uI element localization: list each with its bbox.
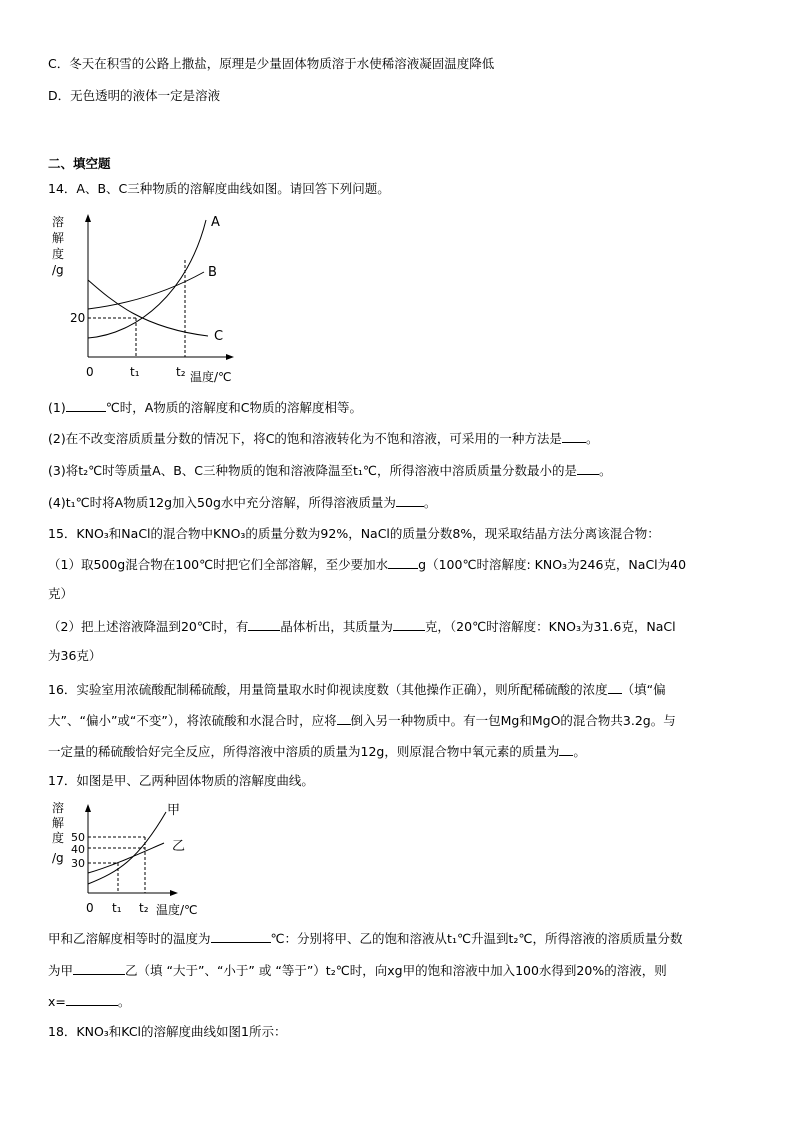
blank[interactable] [559, 743, 573, 756]
tick-t2: t₂ [139, 901, 149, 915]
option-d: D．无色透明的液体一定是溶液 [48, 88, 221, 103]
q17-line1: 甲和乙溶解度相等时的温度为 ℃：分别将甲、乙的饱和溶液从t₁℃升温到t₂℃，所得溶液的溶质质量分数 [48, 931, 683, 946]
blank[interactable] [66, 993, 118, 1006]
y-label-3: 度 [52, 831, 65, 845]
tick-50: 50 [71, 831, 85, 844]
y-axis-arrow [85, 214, 91, 222]
tick-30: 30 [71, 857, 85, 870]
q14-4: (4)t₁℃时将A物质12g加入50g水中充分溶解，所得溶液质量为 。 [48, 495, 437, 510]
blank[interactable] [608, 681, 622, 694]
origin: 0 [86, 901, 94, 915]
curve-c-label: C [214, 329, 224, 344]
x-label: 温度/℃ [156, 903, 198, 917]
origin: 0 [86, 365, 94, 379]
q15-stem: 15．KNO₃和NaCl的混合物中KNO₃的质量分数为92%，NaCl的质量分数8%，现采取结晶方法分离该混合物： [48, 526, 660, 541]
y-label-2: 解 [52, 816, 65, 830]
q14-stem: 14．A、B、C三种物质的溶解度曲线如图。请回答下列问题。 [48, 181, 390, 196]
solubility-graph-abc [48, 212, 258, 387]
blank[interactable] [248, 618, 280, 631]
y-label-4: /g [52, 263, 64, 277]
tick-t1: t₁ [112, 901, 122, 915]
blank[interactable] [388, 556, 418, 569]
y-label-2: 解 [52, 231, 65, 245]
q18-stem: 18．KNO₃和KCl的溶解度曲线如图1所示： [48, 1024, 287, 1039]
tick-t1: t₁ [130, 365, 140, 379]
blank[interactable] [66, 399, 106, 412]
curve-b-label: B [208, 265, 217, 280]
curve-b [88, 272, 204, 309]
tick-20: 20 [70, 311, 86, 325]
blank[interactable] [73, 962, 125, 975]
q16-line2: 大”、“偏小”或“不变”），将浓硫酸和水混合时，应将 倒入另一种物质中。有一包Mg和MgO的混合物共3.2g。与 [48, 713, 676, 728]
y-label-1: 溶 [52, 801, 65, 815]
blank[interactable] [396, 494, 424, 507]
q16-line3: 一定量的稀硫酸恰好完全反应，所得溶液中溶质的质量为12g，则原混合物中氧元素的质量为 。 [48, 744, 586, 759]
solubility-graph-jia-yi [48, 800, 228, 922]
q15-2-cont: 为36克） [48, 648, 102, 663]
q17-stem: 17．如图是甲、乙两种固体物质的溶解度曲线。 [48, 773, 314, 788]
curve-yi-label: 乙 [172, 839, 186, 854]
tick-40: 40 [71, 843, 85, 856]
q14-2: (2)在不改变溶质质量分数的情况下，将C的饱和溶液转化为不饱和溶液，可采用的一种方法是 。 [48, 431, 599, 446]
y-label-4: /g [52, 851, 64, 865]
q15-2: （2）把上述溶液降温到20℃时，有 晶体析出，其质量为 克，（20℃时溶解度：KNO₃为31.6克，NaCl [48, 619, 676, 634]
q14-1: (1) ℃时，A物质的溶解度和C物质的溶解度相等。 [48, 400, 363, 415]
blank[interactable] [393, 618, 425, 631]
blank[interactable] [337, 712, 351, 725]
curve-jia-label: 甲 [167, 803, 181, 818]
y-label-1: 溶 [52, 215, 65, 229]
q15-1: （1）取500g混合物在100℃时把它们全部溶解，至少要加水 g（100℃时溶解度: KNO₃为246克，NaCl为40 [48, 557, 687, 572]
blank[interactable] [577, 462, 599, 475]
section-title: 二、填空题 [48, 156, 111, 171]
q17-line2: 为甲 乙（填 “大于”、“小于” 或 “等于”）t₂℃时，向xg甲的饱和溶液中加入100水得到20%的溶液，则 [48, 963, 667, 978]
option-c: C．冬天在积雪的公路上撒盐，原理是少量固体物质溶于水使稀溶液凝固温度降低 [48, 56, 495, 71]
y-label-3: 度 [52, 247, 65, 261]
curve-c [88, 280, 208, 336]
tick-t2: t₂ [176, 365, 186, 379]
y-axis-arrow [85, 804, 91, 812]
blank[interactable] [211, 930, 271, 943]
q15-1-cont: 克） [48, 586, 74, 601]
q16-line1: 16．实验室用浓硫酸配制稀硫酸，用量筒量取水时仰视读度数（其他操作正确），则所配稀硫酸的浓度 （填“偏 [48, 682, 666, 697]
x-axis-arrow [170, 890, 178, 896]
x-label: 温度/℃ [190, 370, 232, 384]
x-axis-arrow [226, 354, 234, 360]
q17-line3: x= 。 [48, 994, 131, 1009]
q14-3: (3)将t₂℃时等质量A、B、C三种物质的饱和溶液降温至t₁℃，所得溶液中溶质质量分数最小的是 。 [48, 463, 612, 478]
blank[interactable] [562, 430, 586, 443]
curve-a-label: A [211, 215, 220, 230]
